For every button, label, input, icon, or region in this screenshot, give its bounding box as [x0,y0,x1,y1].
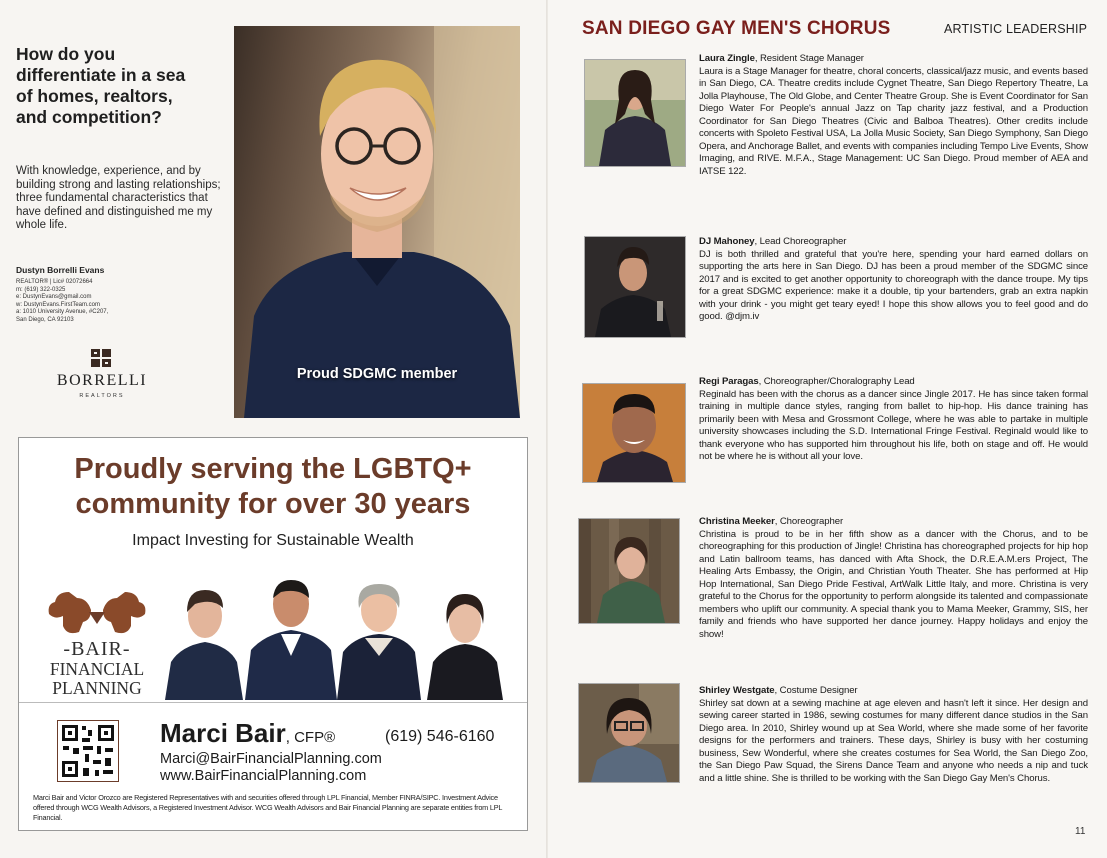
bair-divider [19,702,527,703]
advisor-name [160,718,335,749]
bio-name: Regi Paragas [699,376,759,387]
borrelli-logo-word: BORRELLI [56,372,148,389]
bio-text: Reginald has been with the chorus as a dancer since Jingle 2017. He has since taken formal training in multiple dance styles, ranging from ballet to hip-hop. His dance training has primarily been with Mesa and Grossmont College, where he was able to partake in multiple university showcases including the S.D. International Fringe Festival. Reginald would like to thank everyone who has supported him throughout his life, both on stage and off. He would not be where he is without all your love. [699,388,1088,462]
agent-mobile: m: (619) 322-0325 [16,286,66,293]
qr-code-icon[interactable] [57,720,119,782]
bio-role: , Lead Choreographer [754,236,847,247]
team-member-4 [427,594,503,700]
bair-logo-line2: FINANCIAL [49,659,145,679]
bio-text: Laura is a Stage Manager for theatre, choral concerts, classical/jazz music, and events based in San Diego, CA. Theatre credits include Cygnet Theatre, San Diego Repertory Theatre, La Jolla Playhouse, The Old Globe, and Center Theatre Group. She is Event Coordinator for San Diego Water For People's annual Jazz on Tap charity jazz festival, and a Production Coordinator for San Diego Theatres (Civic and Balboa Theatres). Other credits include concerts with Spoleto Festival USA, La Jolla Music Society, San Diego Symphony, San Diego Opera, and Anchorage Ballet, and events with companies including Tempo Live Events, Show Imaging, and RIVE. M.F.A., Stage Management: UC San Diego. Proud member of AEA and IATSE 122. [699,65,1089,177]
org-title: SAN DIEGO GAY MEN'S CHORUS [582,18,891,39]
borrelli-logo-sub: REALTORS [79,393,125,399]
agent-contact [16,279,196,325]
borrelli-logo-icon [90,348,112,368]
realtor-body: With knowledge, experience, and by building strong and lasting relationships; three fundamental characteristics that have defined and distinguished me my whole life. [16,165,221,231]
bio-photo-laura [584,59,686,167]
bair-logo-line1: -BAIR- [63,638,131,660]
agent-name: Dustyn Borrelli Evans [16,265,105,275]
bio-text: Christina is proud to be in her fifth show as a dancer with the Chorus, and to be choreographing for this production of Jingle! Christina has choreographed projects for hip hop and Latin ballroom teams, has danced with Afta Shock, the D.R.E.A.M.ers Project, The Healing Arts Embassy, the Origin, and Christian Youth Theater. She has performed at Hip Hop International, San Diego Pride Festival, ArtWalk Little Italy, and more. Christina is very grateful to the Chorus for the opportunity to perform alongside its talented and compassionate members who uplift our community. A special thank you to Mama Meeker, Grammy, SIS, her family and friends who have supported her dance journey. Happy holidays and enjoy the show! [699,528,1088,640]
realtor-portrait [234,26,520,418]
advisor-name-text: Marci Bair [160,718,286,748]
bio-laura [699,53,1088,178]
agent-address-1: a: 1010 University Avenue, #C207, [16,309,109,316]
agent-email: e: DustynEvans@gmail.com [16,294,92,301]
portrait-caption: Proud SDGMC member [296,366,458,382]
team-member-2 [245,580,337,700]
bio-regi [699,376,1088,464]
bair-headline: Proudly serving the LGBTQ+ community for over 30 years [74,453,472,520]
bio-photo-regi [582,383,686,483]
bio-role: , Resident Stage Manager [754,53,864,64]
bio-christina [699,516,1088,641]
bio-name: Shirley Westgate [699,685,775,696]
team-member-1 [165,590,243,700]
agent-website: w: DustynEvans.FirstTeam.com [16,301,101,308]
bio-role: , Choreographer [774,516,844,527]
advisor-credential: , CFP® [285,729,336,746]
bair-logo-lines [33,660,161,698]
page-number: 11 [1075,826,1086,837]
realtor-headline: How do you differentiate in a sea of homes, realtors, and competition? [16,44,186,127]
left-page [0,0,548,858]
bair-logo-word: BAIR [71,638,123,660]
right-page [548,0,1107,858]
team-member-3 [337,584,421,700]
bio-name: DJ Mahoney [699,236,755,247]
bio-name: Laura Zingle [699,53,755,64]
advisor-email: Marci@BairFinancialPlanning.com [160,751,382,767]
team-photo [165,578,527,700]
bair-logo-line3: PLANNING [52,678,142,698]
section-title: ARTISTIC LEADERSHIP [944,22,1088,36]
advisor-phone: (619) 546-6160 [385,728,495,745]
bio-photo-shirley [578,683,680,783]
bio-shirley [699,685,1088,785]
bio-photo-dj [584,236,686,338]
bio-dj [699,236,1088,324]
agent-license: REALTOR® | Lic# 02072664 [16,279,93,285]
advisor-website: www.BairFinancialPlanning.com [160,768,367,784]
bair-ad [18,437,528,831]
bio-name: Christina Meeker [699,516,775,527]
agent-address-2: San Diego, CA 92103 [16,316,74,323]
bair-subhead: Impact Investing for Sustainable Wealth [132,532,414,549]
bair-disclaimer: Marci Bair and Victor Orozco are Registered Representatives with and securities offered through LPL Financial, Member FINRA/SIPC. Investment Advice offered through WCG Wealth Advisors, a Registered Investment Advisor. WCG Wealth Advisors and Bair Financial Planning are separate entities from LPL Financial. [33,793,502,822]
bio-text: DJ is both thrilled and grateful that you're here, spending your hard earned dollars on supporting the arts here in San Diego. DJ has been a proud member of the SDGMC since 2017 and is excited to get another opportunity to choreograph with the dance troupe. My tips for a great SDGMC experience: make it a double, tip your bartenders, grab an extra napkin with your drink - you might get teary eyed! I hope this show allows you to feel good and do good. @djm.iv [699,248,1088,322]
bio-text: Shirley sat down at a sewing machine at age eleven and hasn't left it since. Her design and sewing career started in 1986, sewing costumes for many different dance studios in the San Diego area. In 2010, Shirley wound up at Sea World, where she made some of her favorite designs for the performers and trainers. These days, Shirley is busy with her costuming business, Sew Wonderful, where she creates costumes for Sea World, the San Diego Zoo, the San Diego Paw Squad, the Sirens Dance Team and anyone who needs a nip and tuck and a little shine. She is thrilled to be working with the San Diego Gay Men's Chorus. [699,697,1088,784]
bio-role: , Choreographer/Choralography Lead [758,376,915,387]
bio-role: , Costume Designer [774,685,858,696]
bio-photo-christina [578,518,680,624]
portrait-illustration [234,26,520,418]
